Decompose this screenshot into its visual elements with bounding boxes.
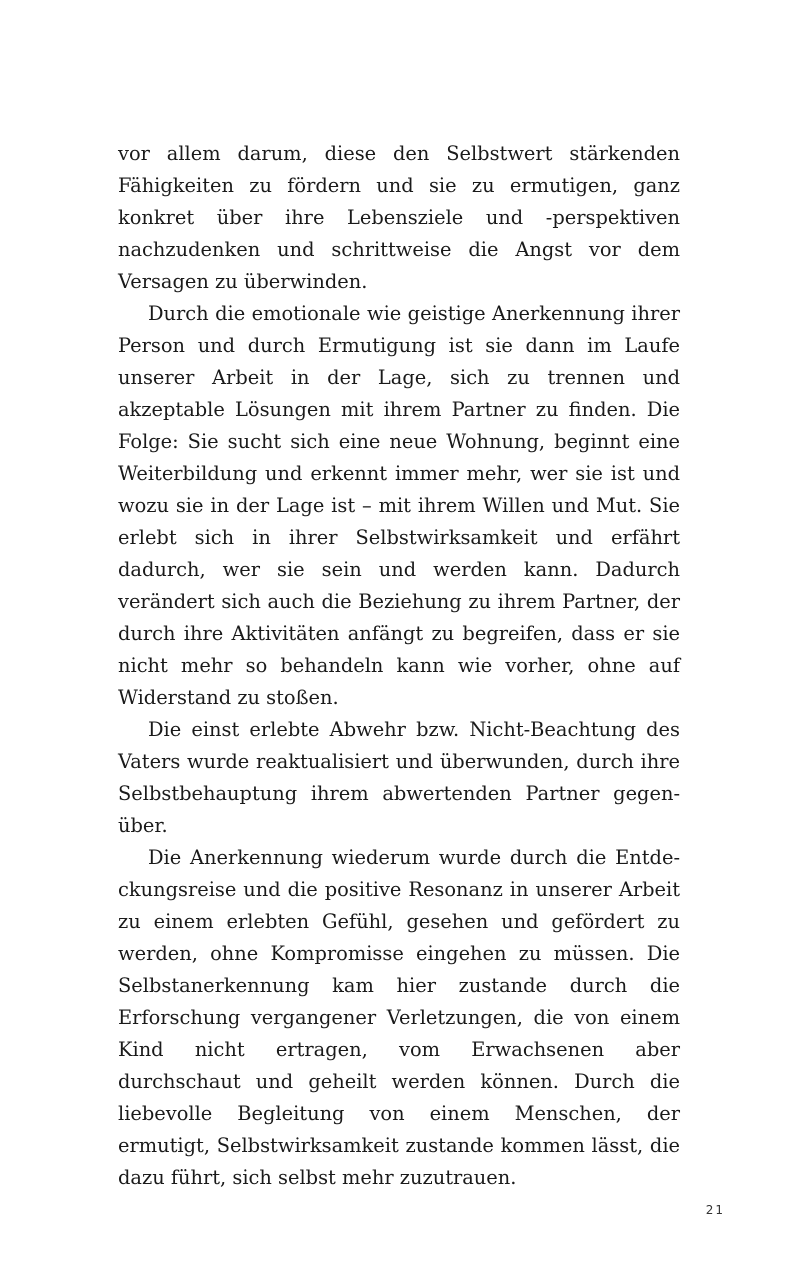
- paragraph-4: Die Anerkennung wiederum wurde durch die Entdeckungsreise und die positive Resonanz in unserer Arbeit zu einem erlebten Gefühl, gesehen und gefördert zu werden, ohne Kompromisse eingehen zu müssen. Die Selbstanerkennung kam hier zustande durch die Erforschung vergangener Verletzungen, die von einem Kind nicht ertragen, vom Erwachsenen aber durchschaut und geheilt werden können. Durch die liebevolle Begleitung von einem Menschen, der ermutigt, Selbstwirksamkeit zustande kommen lässt, die dazu führt, sich selbst mehr zuzutrauen.: [118, 846, 680, 1189]
- paragraph-2: Durch die emotionale wie geistige Anerkennung ihrer Person und durch Ermutigung ist sie dann im Laufe unserer Arbeit in der Lage, sich zu trennen und akzeptable Lösungen mit ihrem Partner zu finden. Die Folge: Sie sucht sich eine neue Wohnung, beginnt eine Weiterbildung und erkennt immer mehr, wer sie ist und wozu sie in der Lage ist – mit ihrem Willen und Mut. Sie erlebt sich in ihrer Selbstwirksamkeit und erfährt dadurch, wer sie sein und werden kann. Dadurch verändert sich auch die Beziehung zu ihrem Partner, der durch ihre Aktivitäten anfängt zu begreifen, dass er sie nicht mehr so behandeln kann wie vorher, ohne auf Widerstand zu stoßen.: [118, 302, 680, 709]
- paragraph-1: vor allem darum, diese den Selbstwert stärkenden Fähigkeiten zu fördern und sie zu ermutigen, ganz konkret über ihre Lebensziele und -perspektiven nachzudenken und schrittweise die Angst vor dem Versagen zu überwinden.: [118, 142, 680, 293]
- page-body: [118, 138, 680, 1194]
- paragraph-3: Die einst erlebte Abwehr bzw. Nicht-Beachtung des Vaters wurde reaktualisiert und überwunden, durch ihre Selbstbehauptung ihrem abwertenden Partner gegenüber.: [118, 718, 680, 837]
- page-number: 21: [705, 1203, 725, 1217]
